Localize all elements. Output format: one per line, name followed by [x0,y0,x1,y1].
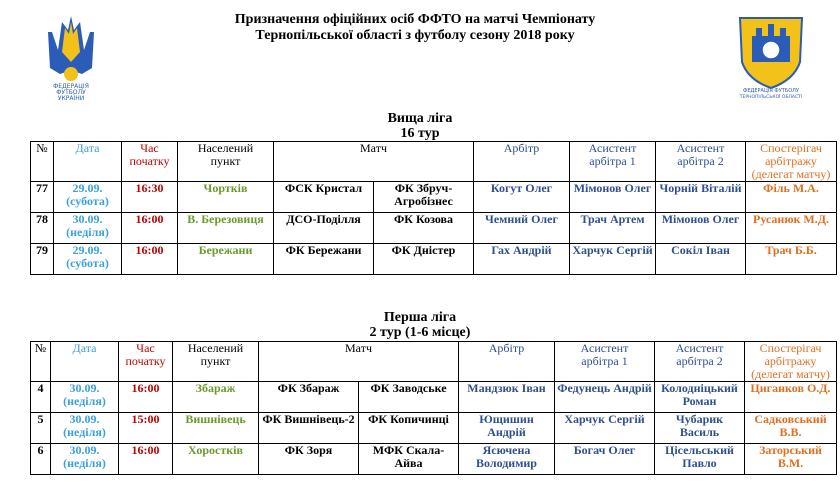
cell-city: Чортків [178,182,274,213]
league-table-1 [30,141,837,275]
cell-home-team: ФК Збараж [259,382,359,413]
header-match: Матч [259,342,459,382]
svg-text:ФЕДЕРАЦІЯ: ФЕДЕРАЦІЯ [53,83,89,90]
cell-assistant2: Мімонов Олег [656,213,746,244]
cell-observer: Русанюк М.Д. [746,213,837,244]
document-title [180,12,650,44]
cell-assistant2: Цісельський Павло [655,444,745,475]
header-assistant1: Асистент арбітра 1 [555,342,655,382]
cell-away-team: ФК Копичинці [359,413,459,444]
cell-referee: Мандзюк Іван [459,382,555,413]
shield-emblem-icon [734,12,808,98]
cell-time: 16:00 [122,244,178,275]
table-header-row [31,142,837,182]
league-round: 2 тур (1-6 місце) [369,325,471,340]
cell-num: 4 [31,382,51,413]
cell-home-team: ФК Вишнівець-2 [259,413,359,444]
header-time: Час початку [119,342,173,382]
cell-observer: Садковський В.В. [745,413,837,444]
league-round: 16 тур [400,126,440,141]
cell-time: 16:00 [122,213,178,244]
cell-city: Вишнівець [173,413,259,444]
cell-referee: Ющишин Андрій [459,413,555,444]
table-row [31,182,837,213]
cell-observer: Філь М.А. [746,182,837,213]
cell-date: 29.09. (субота) [54,244,122,275]
header-assistant2: Асистент арбітра 2 [656,142,746,182]
cell-home-team: ФК Зоря [259,444,359,475]
cell-away-team: ФК Дністер [374,244,474,275]
cell-observer: Трач Б.Б. [746,244,837,275]
cell-home-team: ФК Бережани [274,244,374,275]
svg-text:УКРАЇНИ: УКРАЇНИ [57,95,85,100]
cell-referee: Гах Андрій [474,244,570,275]
header-referee: Арбітр [459,342,555,382]
svg-text:ФЕДЕРАЦІЯ ФУТБОЛУ: ФЕДЕРАЦІЯ ФУТБОЛУ [743,88,799,94]
cell-date: 30.09. (неділя) [51,382,119,413]
cell-away-team: МФК Скала-Айва [359,444,459,475]
title-line-2: Тернопільської області з футболу сезону 2018 року [255,28,575,43]
cell-date: 30.09. (неділя) [51,444,119,475]
cell-observer: Заторський В.М. [745,444,837,475]
table-header-row [31,342,837,382]
svg-text:ТЕРНОПІЛЬСЬКОЇ ОБЛАСТІ: ТЕРНОПІЛЬСЬКОЇ ОБЛАСТІ [739,95,803,98]
header-date: Дата [51,342,119,382]
cell-assistant2: Колодніцький Роман [655,382,745,413]
cell-assistant1: Богач Олег [555,444,655,475]
header-observer: Спостерігач арбітражу (делегат матчу) [745,342,837,382]
svg-text:ФУТБОЛУ: ФУТБОЛУ [56,89,86,96]
cell-assistant1: Харчук Сергій [570,244,656,275]
header-assistant2: Асистент арбітра 2 [655,342,745,382]
cell-home-team: ФСК Кристал [274,182,374,213]
table-row [31,444,837,475]
table-row [31,413,837,444]
cell-assistant1: Мімонов Олег [570,182,656,213]
header-city: Населений пункт [178,142,274,182]
cell-away-team: ФК Козова [374,213,474,244]
cell-assistant2: Чорній Віталій [656,182,746,213]
cell-date: 30.09. (неділя) [51,413,119,444]
cell-referee: Чемний Олег [474,213,570,244]
cell-assistant1: Харчук Сергій [555,413,655,444]
cell-date: 30.09. (неділя) [54,213,122,244]
header-assistant1: Асистент арбітра 1 [570,142,656,182]
league-title-1 [0,111,840,141]
cell-date: 29.09. (субота) [54,182,122,213]
cell-time: 16:00 [119,382,173,413]
cell-city: В. Березовиця [178,213,274,244]
header-match: Матч [274,142,474,182]
cell-num: 5 [31,413,51,444]
cell-city: Бережани [178,244,274,275]
cell-home-team: ДСО-Поділля [274,213,374,244]
cell-num: 77 [31,182,54,213]
title-line-1: Призначення офіційних осіб ФФТО на матчі Чемпіонату [234,12,596,27]
cell-city: Збараж [173,382,259,413]
league-title-2 [0,310,840,340]
cell-time: 15:00 [119,413,173,444]
league-name: Вища ліга [387,111,453,126]
cell-num: 6 [31,444,51,475]
league-name: Перша ліга [383,310,457,325]
ffu-logo [44,12,98,100]
header-date: Дата [54,142,122,182]
cell-assistant1: Трач Артем [570,213,656,244]
cell-referee: Когут Олег [474,182,570,213]
table-row [31,213,837,244]
cell-referee: Ясючена Володимир [459,444,555,475]
header-referee: Арбітр [474,142,570,182]
cell-num: 78 [31,213,54,244]
header-city: Населений пункт [173,342,259,382]
trident-emblem-icon [44,12,98,100]
header-num: № [31,342,51,382]
cell-assistant2: Сокіл Іван [656,244,746,275]
cell-assistant2: Чубарик Василь [655,413,745,444]
league-table-2 [30,341,837,475]
ffto-logo [734,12,808,98]
table-row [31,382,837,413]
cell-time: 16:00 [119,444,173,475]
cell-away-team: ФК Заводське [359,382,459,413]
header-num: № [31,142,54,182]
cell-assistant1: Федунець Андрій [555,382,655,413]
header-observer: Спостерігач арбітражу (делегат матчу) [746,142,837,182]
cell-city: Хоростків [173,444,259,475]
cell-num: 79 [31,244,54,275]
cell-observer: Циганков О.Д. [745,382,837,413]
cell-time: 16:30 [122,182,178,213]
header-time: Час початку [122,142,178,182]
cell-away-team: ФК Збруч-Агробізнес [374,182,474,213]
table-row [31,244,837,275]
